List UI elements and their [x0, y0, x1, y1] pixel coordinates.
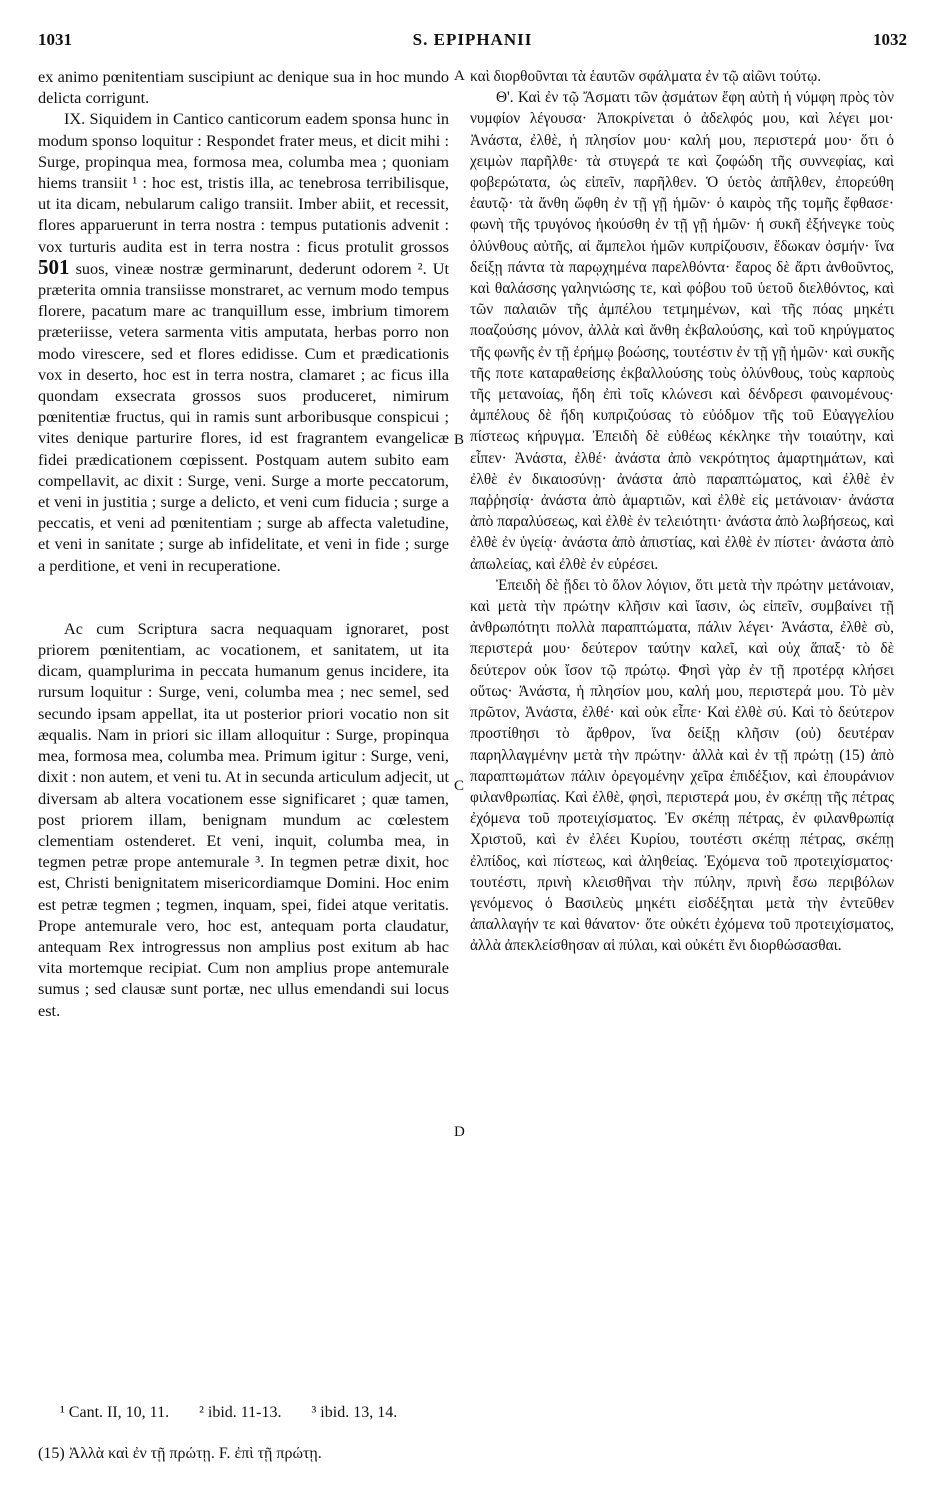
footnote-1: ¹ Cant. II, 10, 11.	[60, 1404, 170, 1421]
latin-paragraph-1: ex animo pœnitentiam suscipiunt ac denique sua in hoc mundo delicta corrigunt.	[38, 67, 449, 108]
latin-column	[38, 66, 449, 1021]
latin-paragraph-2-part-b: suos, vineæ nostræ germinarunt, dederunt odorem ². Ut præterita omnia transiisse monstraret, ac vernum modo tempus florere, pacatum mare ac tranquillum esse, imbrium timorem præteriisse, vetera sarmenta vitis amputata, herbas porro non modo virescere, sed et flores edidisse. Cum et prædicationis vox in deserto, hoc est in terra nostra, clamaret ; ac ficus illa quondam exsecrata grossos suos produceret, nimirum pœnitentiæ fructus, qui in ramis sunt arboribusque conspicui ; vites denique parturire flores, id est fragrantem evangelicæ fidei prædicationem cœpissent. Postquam autem subito eam compellavit, ac dixit : Surge, veni. Surge a morte peccatorum, et veni in justitia ; surge a delicto, et veni cum fiducia ; surge a peccatis, et veni ad pœnitentiam ; surge ab affecta valetudine, et veni in sanitate ; surge ab infidelitate, et veni in fide ; surge a perditione, et veni in recuperatione.	[38, 258, 449, 575]
page-number-right: 1032	[873, 30, 907, 49]
marker-b: B	[454, 432, 465, 448]
marker-d: D	[454, 1124, 465, 1140]
critical-note: (15) Ἀλλὰ καὶ ἐν τῇ πρώτῃ. F. ἐπὶ τῇ πρώτῃ.	[38, 1445, 322, 1462]
greek-paragraph-1: καὶ διορθοῦνται τὰ ἑαυτῶν σφάλματα ἐν τῷ αἰῶνι τούτῳ.	[470, 68, 822, 85]
greek-column	[470, 66, 894, 957]
greek-paragraph-2: Θ'. Καὶ ἐν τῷ Ἄσματι τῶν ᾀσμάτων ἔφη αὐτὴ ἡ νύμφη πρὸς τὸν νυμφίον λέγουσα· Ἀποκρίνεται ὁ ἀδελφός μου, καὶ λέγει μοι· Ἀνάστα, ἐλθὲ, ἡ πλησίον μου· καλή μου, περιστερά μου· ὅτι ὁ χειμὼν παρῆλθε· τὰ στυγερά τε καὶ ζοφώδη τῆς συννεφίας, καὶ φοβερώτατα, ὡς εἰπεῖν, παρῆλθεν. Ὁ ὑετὸς ἀπῆλθεν, ἐπορεύθη ἑαυτῷ· τὰ ἄνθη ὤφθη ἐν τῇ γῇ ἡμῶν· ὁ καιρὸς τῆς τομῆς ἔφθασε· φωνὴ τῆς τρυγόνος ἠκούσθη ἐν τῇ γῇ ἡμῶν· ἡ συκῆ ἐξήνεγκε τοὺς ὀλύνθους αὐτῆς, αἱ ἄμπελοι ἡμῶν κυπρίζουσιν, ἔδωκαν ὀσμήν· ἵνα δείξῃ πάντα τὰ παρῳχημένα παρελθόντα· ἔαρος δὲ ἄρτι ἀνθοῦντος, καὶ θαλάσσης γαληνιώσης τε, καὶ φόβου τοῦ ὑετοῦ διελθόντος, καὶ τῶν παλαιῶν τῆς ἀμπέλου τετμημένων, καὶ τῆς πόας μηκέτι ποαζούσης μόνον, ἀλλὰ καὶ ἄνθη ἐκβαλούσης, καὶ τοῦ κηρύγματος τῆς φωνῆς ἐν τῇ ἐρήμῳ βοώσης, τουτέστιν ἐν τῇ γῇ ἡμῶν· καὶ συκῆς τῆς ποτε καταραθείσης ἐκβαλλούσης τοὺς ὀλύνθους, τοὺς καρποὺς τῆς μετανοίας, ἤδη ἐπὶ τοῖς κλώνεσι καὶ δένδρεσι φαινομένους· ἀμπέλους δὲ ἤδη κυπριζούσας τὸ εὐόδμον τῆς τοῦ Εὐαγγελίου πίστεως κήρυγμα. Ἐπειδὴ δὲ εὐθέως κέκληκε τὴν τοιαύτην, καὶ εἶπεν· Ἀνάστα, ἐλθέ· ἀνάστα ἀπὸ νεκρότητος ἁμαρτημάτων, καὶ ἐλθὲ ἐν δικαιοσύνῃ· ἀνάστα ἀπὸ παραπτώματος, καὶ ἐλθὲ ἐν παῤῥησίᾳ· ἀνάστα ἀπὸ ἁμαρτιῶν, καὶ ἐλθὲ εἰς μετάνοιαν· ἀνάστα ἀπὸ παραλύσεως, καὶ ἐλθὲ ἐν τελειότητι· ἀνάστα ἀπὸ λωβήσεως, καὶ ἐλθὲ ἐν ὑγείᾳ· ἀνάστα ἀπὸ ἀπιστίας, καὶ ἐλθὲ ἐν πίστει· ἀνάστα ἀπὸ ἀπωλείας, καὶ ἐλθὲ ἐν εὑρέσει.	[470, 89, 894, 573]
greek-paragraph-3: Ἐπειδὴ δὲ ᾔδει τὸ ὅλον λόγιον, ὅτι μετὰ τὴν πρώτην μετάνοιαν, καὶ μετὰ τὴν πρώτην κλῆσιν καὶ ἴασιν, ὡς εἰπεῖν, συμβαίνει τῇ ἀνθρωπότητι πολλὰ παραπτώματα, πάλιν λέγει· Ἀνάστα, ἐλθὲ σὺ, περιστερά μου· δεύτερον ταύτην καλεῖ, καὶ οὐχ ἅπαξ· τὸ δὲ δεύτερον οὐκ ἴσον τῷ πρώτῳ. Φησὶ γὰρ ἐν τῇ προτέρᾳ κλήσει οὕτως· Ἀνάστα, ἡ πλησίον μου, καλή μου, περιστερά μου. Τὸ μὲν πρῶτον, Ἀνάστα, ἐλθέ· καὶ οὐκ εἶπε· Καὶ ἐλθὲ σύ. Καὶ τὸ δεύτερον προστίθησι τὸ ἄρθρον, ἵνα δείξῃ κλῆσιν (οὐ) δευτέραν παρηλλαγμένην μετὰ τὴν πρώτην· ἀλλὰ καὶ ἐν τῇ πρώτῃ (15) ἀπὸ παραπτωμάτων πάλιν ὀρεγομένην χεῖρα ἐπιδέξιον, καὶ ἐπουράνιον φιλανθρωπίας. Καὶ ἐλθὲ, φησὶ, περιστερά μου, ἐν σκέπῃ τῆς πέτρας ἐχόμενα τοῦ προτειχίσματος. Ἐν σκέπῃ πέτρας, ἐν φιλανθρωπίᾳ Χριστοῦ, καὶ ἐν ἐλέει Κυρίου, τουτέστι σκέπῃ πέτρας, σκέπῃ ἐλπίδος, καὶ πίστεως, καὶ ἀληθείας. Ἐχόμενα τοῦ προτειχίσματος· τουτέστι, πρινὴ κλεισθῆναι τὴν πύλην, πρινὴ ἔσω περιβόλων γενόμενος ὁ Βασιλεὺς μηκέτι εἰσδέξηται μετὰ τὴν ἐντεῦθεν ἀπαλλαγήν τε καὶ θάνατον· ὅτε οὐκέτι ἐχόμενα τοῦ προτειχίσματος, ἀλλὰ ἀπεκλείσθησαν αἱ πύλαι, καὶ οὐκέτι ἔνι διορθώσασθαι.	[470, 576, 894, 955]
column-number: 501	[38, 254, 70, 279]
page-number-left: 1031	[38, 30, 72, 49]
latin-paragraph-2	[38, 108, 449, 575]
latin-paragraph-3: Ac cum Scriptura sacra nequaquam ignoraret, post priorem pœnitentiam, ac vocationem, et sanitatem, ut ita dicam, quamplurima in peccata humanum genus incidere, ita rursum loquitur : Surge, veni, columba mea ; nec semel, sed secundo ipsam appellat, ita ut posterior priori vocatio non sit æqualis. Nam in priori sic illam alloquitur : Surge, propinqua mea, formosa mea, columba mea. Primum igitur : Surge, veni, dixit : non autem, et veni tu. At in secunda articulum adjecit, ut diversam ab altera vocationem esse significaret ; quæ tamen, post priorem illam, benignam mundum ac cœlestem clementiam ostenderet. Et veni, inquit, columba mea, in tegmen petræ prope antemurale ³. In tegmen petræ dixit, hoc est, Christi benignitatem misericordiamque Domini. Hoc enim est petræ tegmen ; tegmen, inquam, spei, fidei atque veritatis. Prope antemurale vero, hoc est, antequam porta claudatur, antequam Rex introgressus non amplius post exitum ab hac vita mortemque recipiat. Cum non amplius prope antemurale sumus ; sed clausæ sunt portæ, nec ullus emendandi sui locus est.	[38, 618, 450, 1020]
footnotes	[60, 1404, 760, 1422]
running-title: S. EPIPHANII	[412, 30, 533, 49]
footnote-2: ² ibid. 11-13.	[199, 1404, 282, 1421]
marker-c: C	[454, 778, 465, 794]
marker-a: A	[454, 68, 465, 84]
page-header	[38, 30, 907, 54]
latin-paragraph-2-part-a: IX. Siquidem in Cantico canticorum eadem sponsa hunc in modum sponso loquitur : Respondet frater meus, et dicit mihi : Surge, propinqua mea, formosa mea, columba mea ; quoniam hiems transiit ¹ : hoc est, tristis illa, ac tenebrosa terribilisque, ut ita dicam, nebularum caligo transiit. Imber abiit, et recessit, flores apparuerunt in terra nostra : tempus putationis advenit : vox turturis audita est in terra nostra : ficus protulit grossos	[38, 109, 449, 256]
footnote-3: ³ ibid. 13, 14.	[311, 1404, 398, 1421]
